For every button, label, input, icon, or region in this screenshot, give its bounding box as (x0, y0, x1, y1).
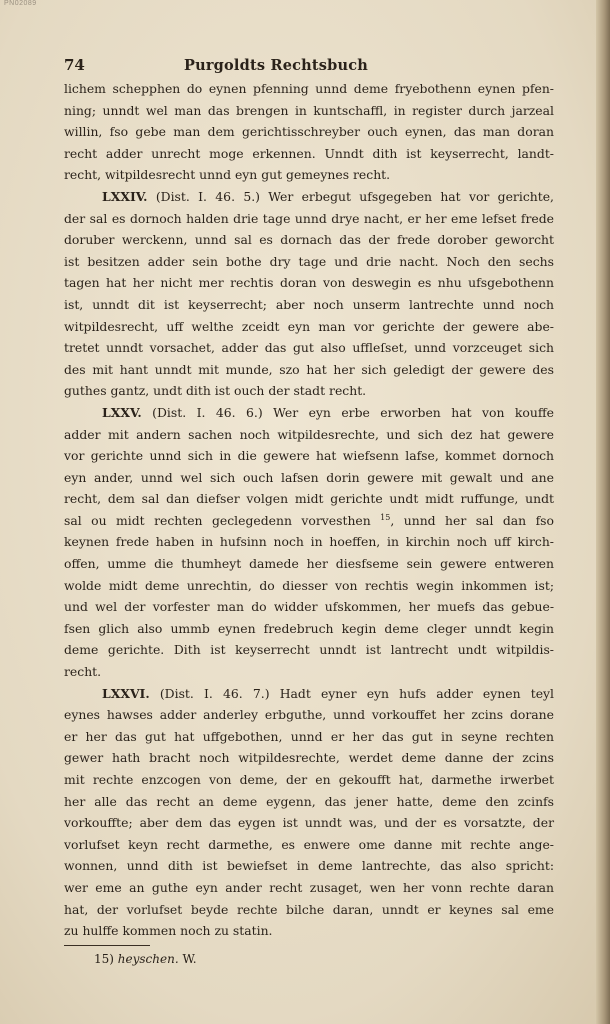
text-line: lichem schepphen do eynen pfenning unnd deme fryebothenn eynen pfen- (64, 81, 554, 96)
page-header (64, 56, 554, 78)
library-stamp: PN02089 (4, 0, 37, 7)
text-line: der sal es dornoch halden drie tage unnd drye nacht, er her eme lefset frede (64, 210, 554, 226)
text-line: guthes gantz, undt dith ist ouch der stadt recht. (64, 383, 367, 399)
text-line: ist, unndt dit ist keyserrecht; aber noch unserm lantrechte unnd noch (64, 296, 554, 312)
text-line: er her das gut hat uffgebothen, unnd er her das gut in seyne rechten (64, 728, 554, 744)
text-line: und wel der vorfester man do widder ufskommen, her muefs das gebue- (64, 599, 554, 615)
text-line: recht, witpildesrecht unnd eyn gut gemeynes recht. (64, 167, 391, 183)
text-line: adder mit andern sachen noch witpildesrechte, und sich dez hat gewere (64, 426, 554, 442)
text-line: hat, der vorlufset beyde rechte bilche daran, unndt er keynes sal eme (64, 901, 554, 917)
text-line: doruber werckenn, unnd sal es dornach das der frede dorober geworcht (64, 232, 554, 248)
text-line: des mit hant unndt mit munde, szo hat her sich geledigt der gewere des (64, 361, 554, 377)
footnote-source: W. (182, 951, 197, 966)
text-line: willin, fso gebe man dem gerichtisschreyber ouch eynen, das man doran (64, 124, 554, 140)
text-line: her alle das recht an deme eygenn, das jener hatte, deme den zcinfs (64, 793, 554, 809)
text-segment: , unnd her sal dan fso (390, 512, 554, 528)
footnote-rule (64, 945, 150, 946)
text-line: ning; unndt wel man das brengen in kuntschaffl, in register durch jarzeal (64, 102, 554, 118)
text-line: offen, umme die thumheyt damede her diesfseme sein gewere entweren (64, 556, 554, 572)
section-lxxv-first-line (64, 402, 554, 424)
text-segment: sal ou midt rechten geclegedenn vorvesthen (64, 512, 371, 528)
section-mark: LXXVI. (102, 685, 150, 701)
section-lxxvi-first-line (64, 683, 554, 705)
text-line: recht, dem sal dan diefser volgen midt gerichte undt midt ruffunge, undt (64, 491, 554, 507)
text-line: zu hulffe kommen noch zu statin. (64, 923, 273, 939)
text-block (64, 56, 554, 968)
text-line: vorkouffte; aber dem das eygen ist unndt was, und der es vorsatzte, der (64, 815, 554, 831)
section-lxxiv-first-line (64, 186, 554, 208)
text-line: recht adder unrecht moge erkennen. Unndt dith ist keyserrecht, landt- (64, 145, 554, 161)
text-line: deme gerichte. Dith ist keyserrecht unndt ist lantrecht undt witpildis- (64, 642, 554, 658)
page-number: 74 (64, 56, 85, 74)
text-line: tretet unndt vorsachet, adder das gut also uffleſset, unnd vorzceuget sich (64, 340, 554, 356)
text-line: witpildesrecht, uff welthe zceidt eyn man vor gerichte der gewere abe- (64, 318, 554, 334)
text-segment: (Dist. I. 46. 7.) Hadt eyner eyn hufs adder eynen teyl (159, 685, 554, 701)
text-line: eyn ander, unnd wel sich ouch lafsen dorin gewere mit gewalt und ane (64, 469, 554, 485)
text-line: ist besitzen adder sein bothe dry tage und drie nacht. Noch den sechs (64, 253, 554, 269)
text-line: gewer hath bracht noch witpildesrechte, werdet deme danne der zcins (64, 750, 554, 766)
text-line: wer eme an guthe eyn ander recht zusaget, wen her vonn rechte daran (64, 879, 554, 895)
text-line: eynes hawses adder anderley erbguthe, unnd vorkouffet her zcins dorane (64, 707, 554, 723)
footnote-number: 15) (94, 951, 114, 966)
running-title: Purgoldts Rechtsbuch (184, 57, 369, 74)
text-line: fsen glich also ummb eynen fredebruch kegin deme cleger unndt kegin (64, 620, 554, 636)
text-line: vorlufset keyn recht darmethe, es enwere ome danne mit rechte ange- (64, 836, 554, 852)
text-segment: (Dist. I. 46. 6.) Wer eyn erbe erworben hat von kouffe (152, 404, 554, 420)
text-line: wolde midt deme unrechtin, do diesser von rechtis wegin inkommen ist; (64, 577, 554, 593)
page-edge (596, 0, 610, 1024)
text-line: wonnen, unnd dith ist bewiefset in deme lantrechte, das also spricht: (64, 858, 554, 874)
text-line: vor gerichte unnd sich in die gewere hat wiefsenn lafse, kommet dornoch (64, 448, 554, 464)
footnote-ref: 15 (380, 512, 391, 522)
section-mark: LXXV. (102, 404, 142, 420)
text-line: mit rechte enzcogen von deme, der en gekoufft hat, darmethe irwerbet (64, 772, 554, 787)
text-line-with-footnote-ref (64, 510, 554, 532)
text-line: keynen frede haben in hufsinn noch in hoeffen, in kirchin noch uff kirch- (64, 534, 554, 550)
text-line: tagen hat her nicht mer rechtis doran von deswegin es nhu ufsgebothenn (64, 275, 554, 291)
footnote-word: heyschen. (117, 951, 179, 966)
text-line: recht. (64, 664, 102, 680)
footnote (64, 950, 554, 968)
section-mark: LXXIV. (102, 188, 148, 204)
text-segment: (Dist. I. 46. 5.) Wer erbegut ufsgegeben hat vor gerichte, (155, 188, 554, 204)
